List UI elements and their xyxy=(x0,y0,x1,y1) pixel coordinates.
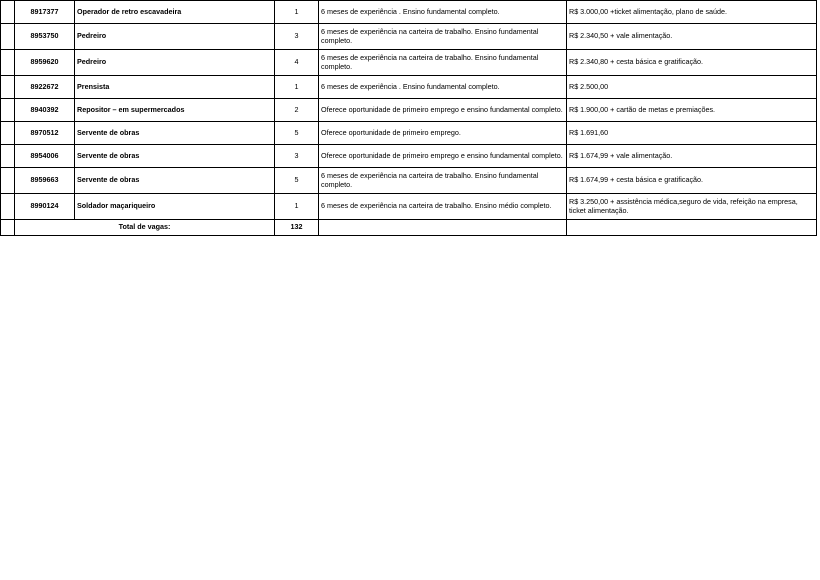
job-salary: R$ 1.674,99 + vale alimentação. xyxy=(567,145,817,168)
table-row xyxy=(1,145,817,168)
total-value: 132 xyxy=(275,220,319,236)
job-code: 8954006 xyxy=(15,145,75,168)
job-title: Servente de obras xyxy=(75,145,275,168)
job-code: 8970512 xyxy=(15,122,75,145)
job-title: Operador de retro escavadeira xyxy=(75,1,275,24)
job-salary: R$ 2.500,00 xyxy=(567,76,817,99)
job-quantity: 1 xyxy=(275,1,319,24)
row-margin-cell xyxy=(1,24,15,50)
table-row xyxy=(1,24,817,50)
job-requirements: Oferece oportunidade de primeiro emprego e ensino fundamental completo. xyxy=(319,145,567,168)
total-label: Total de vagas: xyxy=(15,220,275,236)
row-margin-cell xyxy=(1,194,15,220)
job-requirements: 6 meses de experiência . Ensino fundamental completo. xyxy=(319,76,567,99)
job-quantity: 5 xyxy=(275,122,319,145)
row-margin-cell xyxy=(1,145,15,168)
job-vacancies-table xyxy=(0,0,817,236)
job-code: 8917377 xyxy=(15,1,75,24)
job-requirements: 6 meses de experiência na carteira de trabalho. Ensino fundamental completo. xyxy=(319,50,567,76)
job-title: Repositor – em supermercados xyxy=(75,99,275,122)
job-requirements: 6 meses de experiência na carteira de trabalho. Ensino médio completo. xyxy=(319,194,567,220)
job-quantity: 2 xyxy=(275,99,319,122)
row-margin-cell xyxy=(1,122,15,145)
job-code: 8990124 xyxy=(15,194,75,220)
job-quantity: 4 xyxy=(275,50,319,76)
job-requirements: Oferece oportunidade de primeiro emprego e ensino fundamental completo. xyxy=(319,99,567,122)
job-vacancies-body xyxy=(1,1,817,236)
row-margin-cell xyxy=(1,220,15,236)
job-quantity: 1 xyxy=(275,194,319,220)
table-row xyxy=(1,50,817,76)
job-quantity: 5 xyxy=(275,168,319,194)
row-margin-cell xyxy=(1,168,15,194)
total-row xyxy=(1,220,817,236)
job-code: 8959663 xyxy=(15,168,75,194)
job-salary: R$ 1.691,60 xyxy=(567,122,817,145)
job-code: 8953750 xyxy=(15,24,75,50)
job-title: Pedreiro xyxy=(75,24,275,50)
table-row xyxy=(1,99,817,122)
job-code: 8959620 xyxy=(15,50,75,76)
table-row xyxy=(1,76,817,99)
table-row xyxy=(1,1,817,24)
job-quantity: 3 xyxy=(275,145,319,168)
table-row xyxy=(1,122,817,145)
total-empty-cell xyxy=(567,220,817,236)
job-salary: R$ 2.340,50 + vale alimentação. xyxy=(567,24,817,50)
job-requirements: Oferece oportunidade de primeiro emprego. xyxy=(319,122,567,145)
row-margin-cell xyxy=(1,76,15,99)
job-salary: R$ 1.674,99 + cesta básica e gratificação. xyxy=(567,168,817,194)
job-salary: R$ 1.900,00 + cartão de metas e premiações. xyxy=(567,99,817,122)
job-salary: R$ 2.340,80 + cesta básica e gratificação. xyxy=(567,50,817,76)
job-title: Soldador maçariqueiro xyxy=(75,194,275,220)
job-quantity: 1 xyxy=(275,76,319,99)
job-salary: R$ 3.250,00 + assistência médica,seguro de vida, refeição na empresa, ticket alimentação. xyxy=(567,194,817,220)
job-requirements: 6 meses de experiência . Ensino fundamental completo. xyxy=(319,1,567,24)
job-quantity: 3 xyxy=(275,24,319,50)
job-title: Servente de obras xyxy=(75,168,275,194)
job-requirements: 6 meses de experiência na carteira de trabalho. Ensino fundamental completo. xyxy=(319,24,567,50)
table-row xyxy=(1,194,817,220)
total-empty-cell xyxy=(319,220,567,236)
job-requirements: 6 meses de experiência na carteira de trabalho. Ensino fundamental completo. xyxy=(319,168,567,194)
job-title: Prensista xyxy=(75,76,275,99)
job-code: 8940392 xyxy=(15,99,75,122)
table-row xyxy=(1,168,817,194)
row-margin-cell xyxy=(1,1,15,24)
job-title: Pedreiro xyxy=(75,50,275,76)
row-margin-cell xyxy=(1,99,15,122)
job-salary: R$ 3.000,00 +ticket alimentação, plano de saúde. xyxy=(567,1,817,24)
job-code: 8922672 xyxy=(15,76,75,99)
row-margin-cell xyxy=(1,50,15,76)
job-title: Servente de obras xyxy=(75,122,275,145)
